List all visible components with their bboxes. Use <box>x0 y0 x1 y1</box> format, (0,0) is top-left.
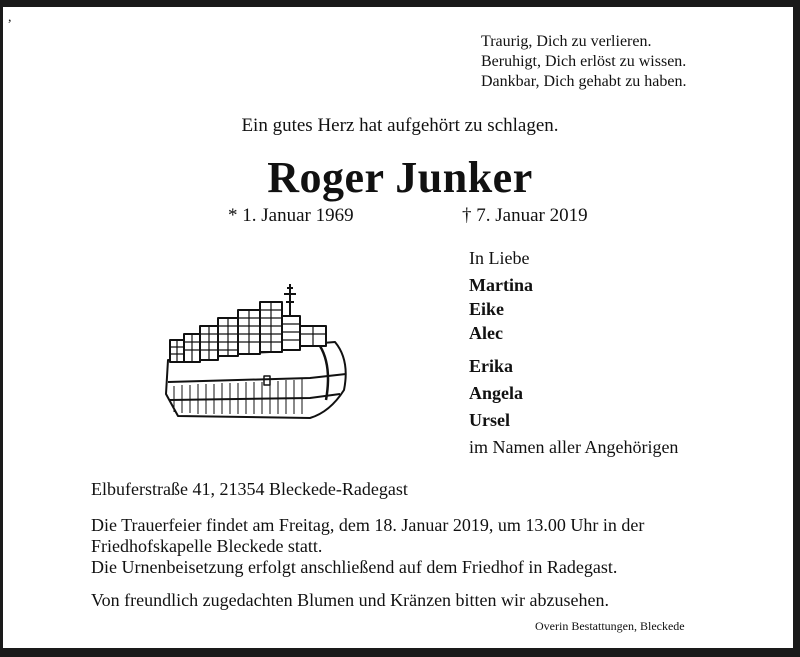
death-date: † 7. Januar 2019 <box>462 205 588 226</box>
poem <box>481 32 687 92</box>
intro-line: Ein gutes Herz hat aufgehört zu schlagen. <box>241 115 559 136</box>
mourners-closing: im Namen aller Angehörigen <box>469 437 679 457</box>
mourners-opening: In Liebe <box>469 248 530 268</box>
mourner-name: Eike <box>469 299 505 319</box>
mourner-name: Alec <box>469 323 503 343</box>
address: Elbuferstraße 41, 21354 Bleckede-Radegast <box>91 479 408 499</box>
poem-line: Traurig, Dich zu verlieren. <box>481 33 652 50</box>
ceremony-line: Die Trauerfeier findet am Freitag, dem 18. Januar 2019, um 13.00 Uhr in der <box>91 515 645 535</box>
poem-line: Dankbar, Dich gehabt zu haben. <box>481 73 687 90</box>
mourner-name: Angela <box>469 383 523 403</box>
mourner-name: Ursel <box>469 410 510 430</box>
stray-mark: , <box>8 10 12 25</box>
container-ship-icon <box>160 282 355 427</box>
mourner-name: Erika <box>469 356 514 376</box>
flowers-note: Von freundlich zugedachten Blumen und Kränzen bitten wir abzusehen. <box>91 590 610 610</box>
ceremony-line: Die Urnenbeisetzung erfolgt anschließend auf dem Friedhof in Radegast. <box>91 557 618 577</box>
mourner-name: Martina <box>469 275 533 295</box>
ceremony-line: Friedhofskapelle Bleckede statt. <box>91 536 323 556</box>
poem-line: Beruhigt, Dich erlöst zu wissen. <box>481 53 687 70</box>
undertaker-credit: Overin Bestattungen, Bleckede <box>535 619 685 633</box>
ceremony-details <box>91 515 644 578</box>
deceased-name: Roger Junker <box>267 153 533 202</box>
birth-date: * 1. Januar 1969 <box>228 205 354 226</box>
